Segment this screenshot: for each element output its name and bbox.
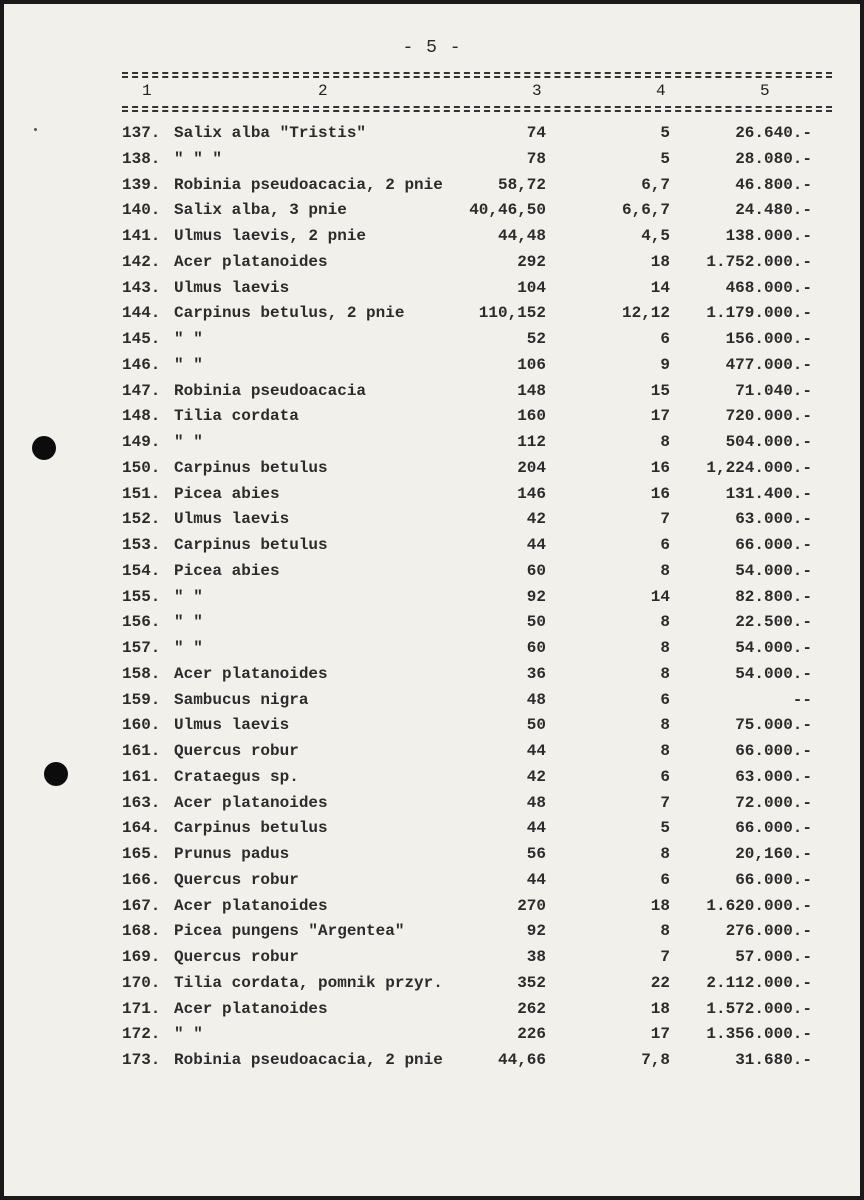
- value-amount: 71.040.-: [735, 381, 812, 400]
- table-row: [0, 612, 864, 638]
- tree-height: 8: [660, 716, 670, 735]
- value-amount: 66.000.-: [735, 819, 812, 838]
- table-row: [0, 123, 864, 149]
- trunk-circumference: 292: [517, 252, 546, 271]
- table-row: [0, 741, 864, 767]
- table-row: [0, 947, 864, 973]
- column-header-5: 5: [760, 82, 770, 100]
- value-amount: 75.000.-: [735, 716, 812, 735]
- header-rule: [122, 110, 832, 112]
- row-number: 161.: [122, 742, 161, 760]
- species-name: Salix alba, 3 pnie: [174, 201, 347, 220]
- species-name: Tilia cordata, pomnik przyr.: [174, 973, 443, 992]
- tree-height: 7: [660, 510, 670, 529]
- tree-height: 8: [660, 664, 670, 683]
- species-name: Quercus robur: [174, 948, 299, 966]
- tree-height: 7,8: [641, 1051, 670, 1069]
- row-number: 151.: [122, 484, 161, 503]
- table-row: [0, 818, 864, 844]
- species-name: Carpinus betulus: [174, 819, 328, 838]
- tree-height: 5: [660, 124, 670, 142]
- species-name: Acer platanoides: [174, 999, 328, 1018]
- trunk-circumference: 44: [526, 870, 546, 889]
- table-row: [0, 252, 864, 278]
- row-number: 160.: [122, 716, 161, 735]
- tree-height: 22: [650, 973, 670, 992]
- tree-height: 7: [660, 793, 670, 812]
- table-row: [0, 1050, 864, 1076]
- species-name: " ": [174, 587, 203, 606]
- row-number: 142.: [122, 252, 161, 271]
- value-amount: 63.000.-: [735, 510, 812, 529]
- species-name: Picea abies: [174, 484, 280, 503]
- value-amount: 54.000.-: [735, 561, 812, 580]
- row-number: 143.: [122, 278, 161, 297]
- trunk-circumference: 44: [526, 819, 546, 838]
- table-row: [0, 458, 864, 484]
- value-amount: 2.112.000.-: [706, 973, 812, 992]
- table-row: [0, 406, 864, 432]
- species-name: Tilia cordata: [174, 407, 299, 426]
- value-amount: 1.572.000.-: [706, 999, 812, 1018]
- value-amount: 504.000.-: [725, 433, 812, 451]
- trunk-circumference: 50: [526, 613, 546, 632]
- row-number: 159.: [122, 690, 161, 709]
- tree-height: 6: [660, 536, 670, 554]
- table-row: [0, 999, 864, 1025]
- trunk-circumference: 110,152: [478, 304, 546, 323]
- table-row: [0, 690, 864, 716]
- row-number: 171.: [122, 999, 161, 1018]
- value-amount: 28.080.-: [735, 149, 812, 168]
- page-number: - 5 -: [402, 38, 462, 58]
- species-name: Quercus robur: [174, 742, 299, 760]
- value-amount: 138.000.-: [725, 227, 812, 245]
- tree-height: 8: [660, 639, 670, 657]
- tree-height: 5: [660, 149, 670, 168]
- species-name: Ulmus laevis: [174, 278, 290, 297]
- species-name: Ulmus laevis, 2 pnie: [174, 227, 367, 245]
- row-number: 153.: [122, 536, 161, 554]
- table-row: [0, 896, 864, 922]
- row-number: 141.: [122, 227, 161, 245]
- row-number: 154.: [122, 561, 161, 580]
- row-number: 140.: [122, 201, 161, 220]
- trunk-circumference: 78: [526, 149, 546, 168]
- table-row: [0, 844, 864, 870]
- tree-height: 7: [660, 948, 670, 966]
- table-row: [0, 329, 864, 355]
- row-number: 168.: [122, 922, 161, 941]
- tree-height: 6: [660, 870, 670, 889]
- row-number: 156.: [122, 613, 161, 632]
- trunk-circumference: 56: [526, 845, 546, 863]
- table-row: [0, 355, 864, 381]
- row-number: 148.: [122, 407, 161, 426]
- trunk-circumference: 50: [526, 716, 546, 735]
- species-name: Acer platanoides: [174, 664, 328, 683]
- trunk-circumference: 204: [517, 458, 546, 477]
- species-name: Acer platanoides: [174, 793, 328, 812]
- table-row: [0, 303, 864, 329]
- trunk-circumference: 36: [526, 664, 546, 683]
- tree-height: 16: [650, 458, 670, 477]
- tree-height: 17: [650, 407, 670, 426]
- trunk-circumference: 92: [526, 922, 546, 941]
- tree-height: 6,7: [641, 175, 670, 194]
- row-number: 161.: [122, 767, 161, 786]
- table-row: [0, 484, 864, 510]
- header-rule: [122, 106, 832, 108]
- row-number: 152.: [122, 510, 161, 529]
- row-number: 150.: [122, 458, 161, 477]
- table-row: [0, 200, 864, 226]
- value-amount: 82.800.-: [735, 587, 812, 606]
- value-amount: 72.000.-: [735, 793, 812, 812]
- trunk-circumference: 40,46,50: [469, 201, 546, 220]
- trunk-circumference: 38: [526, 948, 546, 966]
- table-row: [0, 381, 864, 407]
- trunk-circumference: 44,48: [497, 227, 546, 245]
- row-number: 155.: [122, 587, 161, 606]
- trunk-circumference: 48: [526, 690, 546, 709]
- species-name: Robinia pseudoacacia, 2 pnie: [174, 175, 443, 194]
- row-number: 173.: [122, 1051, 161, 1069]
- table-row: [0, 226, 864, 252]
- column-header-2: 2: [318, 82, 328, 100]
- value-amount: 57.000.-: [735, 948, 812, 966]
- tree-height: 4,5: [641, 227, 670, 245]
- trunk-circumference: 60: [526, 639, 546, 657]
- trunk-circumference: 104: [517, 278, 546, 297]
- tree-height: 6: [660, 690, 670, 709]
- column-header-3: 3: [532, 82, 542, 100]
- row-number: 165.: [122, 845, 161, 863]
- trunk-circumference: 44,66: [497, 1051, 546, 1069]
- table-row: [0, 535, 864, 561]
- header-rule: [122, 76, 832, 78]
- trunk-circumference: 44: [526, 742, 546, 760]
- trunk-circumference: 42: [526, 510, 546, 529]
- value-amount: 26.640.-: [735, 124, 812, 142]
- tree-height: 6: [660, 330, 670, 348]
- tree-height: 9: [660, 355, 670, 374]
- value-amount: 24.480.-: [735, 201, 812, 220]
- value-amount: 66.000.-: [735, 536, 812, 554]
- tree-height: 5: [660, 819, 670, 838]
- species-name: " ": [174, 433, 203, 451]
- species-name: Prunus padus: [174, 845, 290, 863]
- tree-height: 8: [660, 433, 670, 451]
- value-amount: 46.800.-: [735, 175, 812, 194]
- row-number: 164.: [122, 819, 161, 838]
- trunk-circumference: 48: [526, 793, 546, 812]
- value-amount: 54.000.-: [735, 664, 812, 683]
- tree-height: 14: [650, 278, 670, 297]
- species-name: Quercus robur: [174, 870, 299, 889]
- species-name: " ": [174, 330, 203, 348]
- tree-height: 12,12: [621, 304, 670, 323]
- trunk-circumference: 262: [517, 999, 546, 1018]
- value-amount: 468.000.-: [725, 278, 812, 297]
- trunk-circumference: 60: [526, 561, 546, 580]
- value-amount: 131.400.-: [725, 484, 812, 503]
- trunk-circumference: 352: [517, 973, 546, 992]
- trunk-circumference: 148: [517, 381, 546, 400]
- species-name: Sambucus nigra: [174, 690, 309, 709]
- value-amount: 1,224.000.-: [706, 458, 812, 477]
- value-amount: 20,160.-: [735, 845, 812, 863]
- row-number: 147.: [122, 381, 161, 400]
- value-amount: 477.000.-: [725, 355, 812, 374]
- value-amount: 63.000.-: [735, 767, 812, 786]
- row-number: 149.: [122, 433, 161, 451]
- species-name: " ": [174, 613, 203, 632]
- tree-height: 8: [660, 742, 670, 760]
- species-name: " ": [174, 639, 203, 657]
- species-name: Carpinus betulus: [174, 458, 328, 477]
- row-number: 172.: [122, 1025, 161, 1044]
- trunk-circumference: 58,72: [497, 175, 546, 194]
- table-row: [0, 1024, 864, 1050]
- table-row: [0, 973, 864, 999]
- value-amount: --: [792, 690, 812, 709]
- value-amount: 66.000.-: [735, 742, 812, 760]
- tree-height: 8: [660, 561, 670, 580]
- species-name: Ulmus laevis: [174, 510, 290, 529]
- header-rule: [122, 72, 832, 74]
- tree-height: 8: [660, 613, 670, 632]
- row-number: 158.: [122, 664, 161, 683]
- species-name: Carpinus betulus: [174, 536, 328, 554]
- row-number: 169.: [122, 948, 161, 966]
- value-amount: 156.000.-: [725, 330, 812, 348]
- table-row: [0, 509, 864, 535]
- species-name: " ": [174, 1025, 203, 1044]
- table-row: [0, 149, 864, 175]
- trunk-circumference: 92: [526, 587, 546, 606]
- species-name: Crataegus sp.: [174, 767, 299, 786]
- table-row: [0, 715, 864, 741]
- row-number: 146.: [122, 355, 161, 374]
- row-number: 170.: [122, 973, 161, 992]
- table-row: [0, 921, 864, 947]
- trunk-circumference: 160: [517, 407, 546, 426]
- tree-height: 16: [650, 484, 670, 503]
- table-row: [0, 561, 864, 587]
- species-name: " " ": [174, 149, 223, 168]
- species-name: Salix alba "Tristis": [174, 124, 367, 142]
- value-amount: 54.000.-: [735, 639, 812, 657]
- trunk-circumference: 270: [517, 896, 546, 915]
- species-name: Acer platanoides: [174, 896, 328, 915]
- value-amount: 1.356.000.-: [706, 1025, 812, 1044]
- tree-height: 18: [650, 252, 670, 271]
- table-row: [0, 278, 864, 304]
- trunk-circumference: 226: [517, 1025, 546, 1044]
- value-amount: 31.680.-: [735, 1051, 812, 1069]
- species-name: " ": [174, 355, 203, 374]
- tree-height: 18: [650, 896, 670, 915]
- row-number: 137.: [122, 124, 161, 142]
- row-number: 166.: [122, 870, 161, 889]
- species-name: Acer platanoides: [174, 252, 328, 271]
- column-header-4: 4: [656, 82, 666, 100]
- table-row: [0, 767, 864, 793]
- trunk-circumference: 52: [526, 330, 546, 348]
- species-name: Picea abies: [174, 561, 280, 580]
- trunk-circumference: 42: [526, 767, 546, 786]
- tree-height: 8: [660, 845, 670, 863]
- value-amount: 1.179.000.-: [706, 304, 812, 323]
- trunk-circumference: 74: [526, 124, 546, 142]
- value-amount: 1.752.000.-: [706, 252, 812, 271]
- value-amount: 1.620.000.-: [706, 896, 812, 915]
- row-number: 144.: [122, 304, 161, 323]
- trunk-circumference: 146: [517, 484, 546, 503]
- tree-height: 15: [650, 381, 670, 400]
- row-number: 138.: [122, 149, 161, 168]
- table-row: [0, 870, 864, 896]
- trunk-circumference: 44: [526, 536, 546, 554]
- row-number: 163.: [122, 793, 161, 812]
- tree-height: 8: [660, 922, 670, 941]
- species-name: Carpinus betulus, 2 pnie: [174, 304, 405, 323]
- row-number: 157.: [122, 639, 161, 657]
- table-row: [0, 664, 864, 690]
- column-header-1: 1: [142, 82, 152, 100]
- table-row: [0, 638, 864, 664]
- trunk-circumference: 106: [517, 355, 546, 374]
- tree-height: 18: [650, 999, 670, 1018]
- row-number: 167.: [122, 896, 161, 915]
- species-name: Robinia pseudoacacia: [174, 381, 367, 400]
- species-name: Ulmus laevis: [174, 716, 290, 735]
- table-row: [0, 175, 864, 201]
- trunk-circumference: 112: [517, 433, 546, 451]
- tree-height: 6: [660, 767, 670, 786]
- row-number: 145.: [122, 330, 161, 348]
- tree-height: 6,6,7: [621, 201, 670, 220]
- value-amount: 276.000.-: [725, 922, 812, 941]
- species-name: Picea pungens "Argentea": [174, 922, 405, 941]
- row-number: 139.: [122, 175, 161, 194]
- value-amount: 66.000.-: [735, 870, 812, 889]
- tree-height: 17: [650, 1025, 670, 1044]
- table-row: [0, 793, 864, 819]
- tree-height: 14: [650, 587, 670, 606]
- value-amount: 720.000.-: [725, 407, 812, 426]
- table-row: [0, 587, 864, 613]
- tree-inventory-table: [0, 123, 864, 1076]
- value-amount: 22.500.-: [735, 613, 812, 632]
- table-row: [0, 432, 864, 458]
- species-name: Robinia pseudoacacia, 2 pnie: [174, 1051, 443, 1069]
